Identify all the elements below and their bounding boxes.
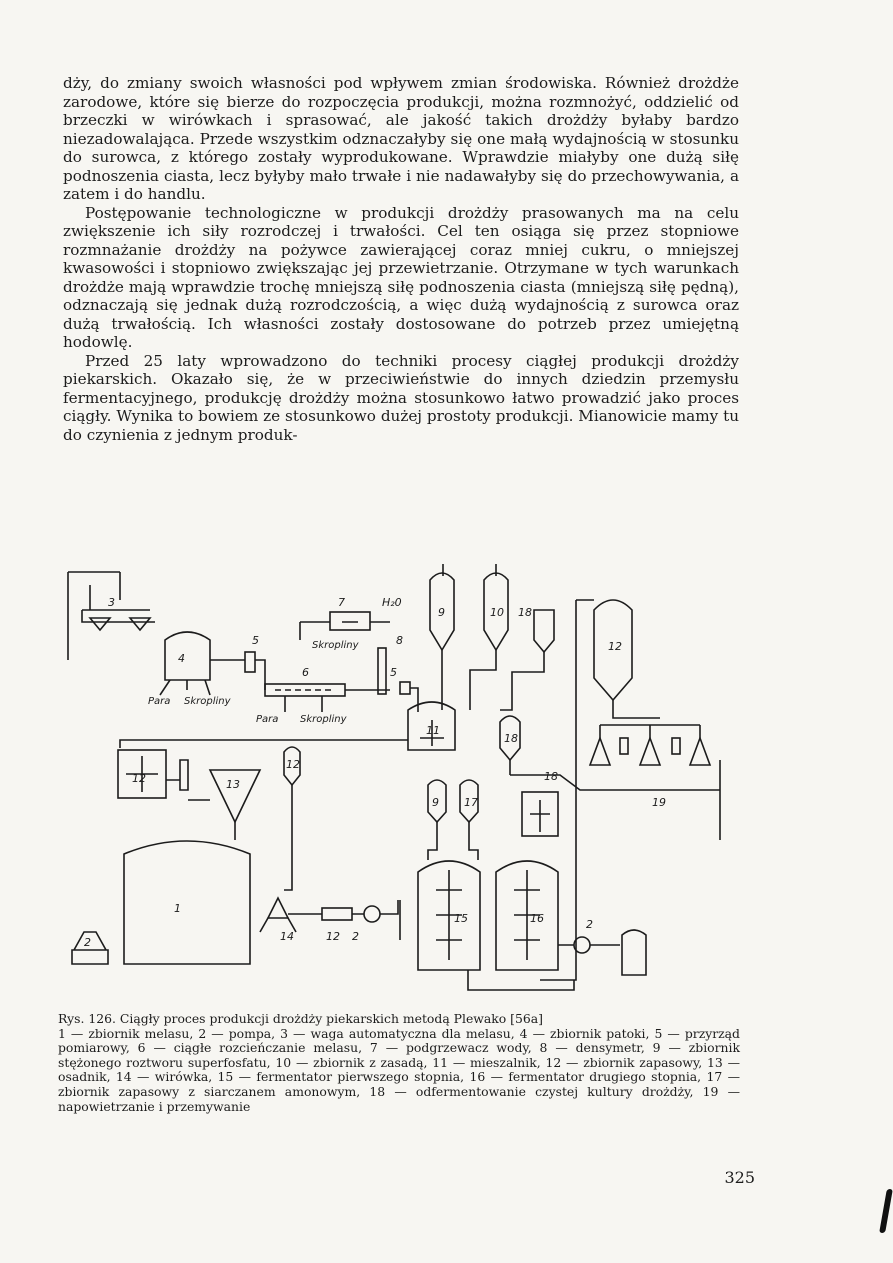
label-6: 6 xyxy=(302,666,309,679)
centrifuge-line-pipes xyxy=(288,900,398,914)
label-2b: 2 xyxy=(352,930,359,943)
label-18a: 18 xyxy=(518,606,532,619)
label-13: 13 xyxy=(226,778,240,791)
label-2c: 2 xyxy=(586,918,593,931)
figure-caption xyxy=(58,1012,740,1114)
label-18b: 18 xyxy=(504,732,518,745)
label-10: 10 xyxy=(490,606,504,619)
tank-10-pipe xyxy=(470,650,496,710)
label-9b: 9 xyxy=(432,796,439,809)
body-text xyxy=(63,74,739,444)
label-3: 3 xyxy=(108,596,115,609)
vessel-18c-agitator xyxy=(530,800,550,832)
measuring-device-5b xyxy=(400,682,410,694)
label-8: 8 xyxy=(396,634,403,647)
heat-exchanger-12 xyxy=(322,908,352,920)
centrifuge-14 xyxy=(268,898,288,918)
label-12d: 12 xyxy=(326,930,340,943)
separator-cyclone xyxy=(180,760,188,790)
label-7: 7 xyxy=(338,596,345,609)
aeration-19-header xyxy=(600,725,700,738)
label-14: 14 xyxy=(280,930,294,943)
water-heater-7 xyxy=(330,612,370,630)
scan-edge-mark xyxy=(879,1189,893,1233)
tank-9-17-pipes xyxy=(428,822,478,860)
small-tank-right xyxy=(622,930,646,975)
aeration-19-valve-b xyxy=(672,738,680,754)
scale-3-supports xyxy=(90,618,150,630)
paragraph-1: dży, do zmiany swoich własności pod wpływem zmian środowiska. Również drożdże zarodowe, które się bierze do rozpoczęcia produkcji, można rozmnożyć, oddzielić od brzeczki w wirówkach i sprasować, ale jakość takich drożdży byłaby bardzo niezadowalająca. Przede wszystkim odznaczałyby się one małą wydajnością w stosunku do surowca, z którego zostały wyprodukowane. Wprawdzie miałyby one dużą siłę podnoszenia ciasta, lecz byłyby mało trwałe i nie nadawałyby się do przechowywania, a zatem i do handlu. xyxy=(63,74,739,203)
label-h2o: H₂0 xyxy=(382,596,402,609)
process-diagram xyxy=(60,560,740,1000)
label-para-2: Para xyxy=(256,714,279,725)
caption-title: Rys. 126. Ciągły proces produkcji drożdży piekarskich metodą Plewako [56a] xyxy=(58,1011,544,1026)
label-5b: 5 xyxy=(390,666,397,679)
densimeter-8 xyxy=(378,648,386,694)
pipe-5-to-6 xyxy=(255,660,265,690)
label-2a: 2 xyxy=(84,936,91,949)
scale-3-platform xyxy=(82,610,155,622)
label-para-1: Para xyxy=(148,696,171,707)
culture-vessel-18a xyxy=(534,610,554,652)
label-11: 11 xyxy=(426,724,440,737)
tank-4-outlets xyxy=(160,680,210,695)
feed-pipe-top-left xyxy=(68,572,120,660)
label-skropliny-3: Skropliny xyxy=(300,714,347,725)
label-12c: 12 xyxy=(286,758,300,771)
pipe-11-to-12 xyxy=(120,740,408,748)
aeration-19-line xyxy=(510,775,720,790)
tank-12-outlet xyxy=(613,700,660,718)
label-19: 19 xyxy=(652,796,666,809)
page-number: 325 xyxy=(724,1168,755,1187)
measuring-device-5a xyxy=(245,652,255,672)
label-skropliny-1: Skropliny xyxy=(312,640,359,651)
label-17: 17 xyxy=(464,796,478,809)
label-9a: 9 xyxy=(438,606,445,619)
label-1: 1 xyxy=(174,902,181,915)
process-diagram-svg xyxy=(60,560,740,1000)
paragraph-2: Postępowanie technologiczne w produkcji drożdży prasowanych ma na celu zwiększenie ich siły rozrodczej i trwałości. Cel ten osiąga się przez stopniowe rozmnażanie drożdży na pożywce zawierającej coraz mniej cukru, o mniejszej kwasowości i stopniowo zwiększając jej przewietrzanie. Otrzymane w tych warunkach drożdże mają wprawdzie trochę mniejszą siłę podnoszenia ciasta (mniejszą siłę pędną), odznaczają się jednak dużą rozrodczością, a więc dużą wydajnością z surowca oraz dużą trwałością. Ich własności zostały dostosowane do potrzeb przez umiejętną hodowlę. xyxy=(63,203,739,351)
label-16: 16 xyxy=(530,912,544,925)
aeration-units-19 xyxy=(590,738,710,765)
dilution-6-connectors xyxy=(285,696,322,712)
label-18c: 18 xyxy=(544,770,558,783)
aeration-19-valve-a xyxy=(620,738,628,754)
label-12b: 12 xyxy=(132,772,146,785)
caption-legend: 1 — zbiornik melasu, 2 — pompa, 3 — waga automatyczna dla melasu, 4 — zbiornik patoki, 5 — przyrząd pomiarowy, 6 — ciągłe rozcieńczanie melasu, 7 — podgrzewacz wody, 8 — densymetr, 9 — zbiornik stężonego roztworu superfosfatu, 10 — zbiornik z zasadą, 11 — mieszalnik, 12 — zbiornik zapasowy, 13 — osadnik, 14 — wirówka, 15 — fermentator pierwszego stopnia, 16 — fermentator drugiego stopnia, 17 — zbiornik zapasowy z siarczanem amonowym, 18 — odfermentowanie czystej kultury drożdży, 19 — napowietrzanie i przemywanie xyxy=(58,1025,740,1114)
label-skropliny-2: Skropliny xyxy=(184,696,231,707)
label-4: 4 xyxy=(178,652,185,665)
scale-3-beam xyxy=(82,585,150,610)
pump-2-center xyxy=(364,906,380,922)
tank-4 xyxy=(165,632,210,680)
label-5a: 5 xyxy=(252,634,259,647)
molasses-tank-1 xyxy=(124,841,250,964)
label-15: 15 xyxy=(454,912,468,925)
reserve-12-small-pipe xyxy=(284,785,292,890)
vessel-18a-pipe xyxy=(500,652,544,710)
label-12a: 12 xyxy=(608,640,622,653)
paragraph-3: Przed 25 laty wprowadzono do techniki procesy ciągłej produkcji drożdży piekarskich. Okazało się, że w przeciwieństwie do innych dziedzin przemysłu fermentacyjnego, produkcję drożdży można stosunkowo łatwo prowadzić jako proces ciągły. Wynika to bowiem ze stosunkowo dużej prostoty produkcji. Mianowicie mamy tu do czynienia z jednym produk- xyxy=(63,351,739,444)
